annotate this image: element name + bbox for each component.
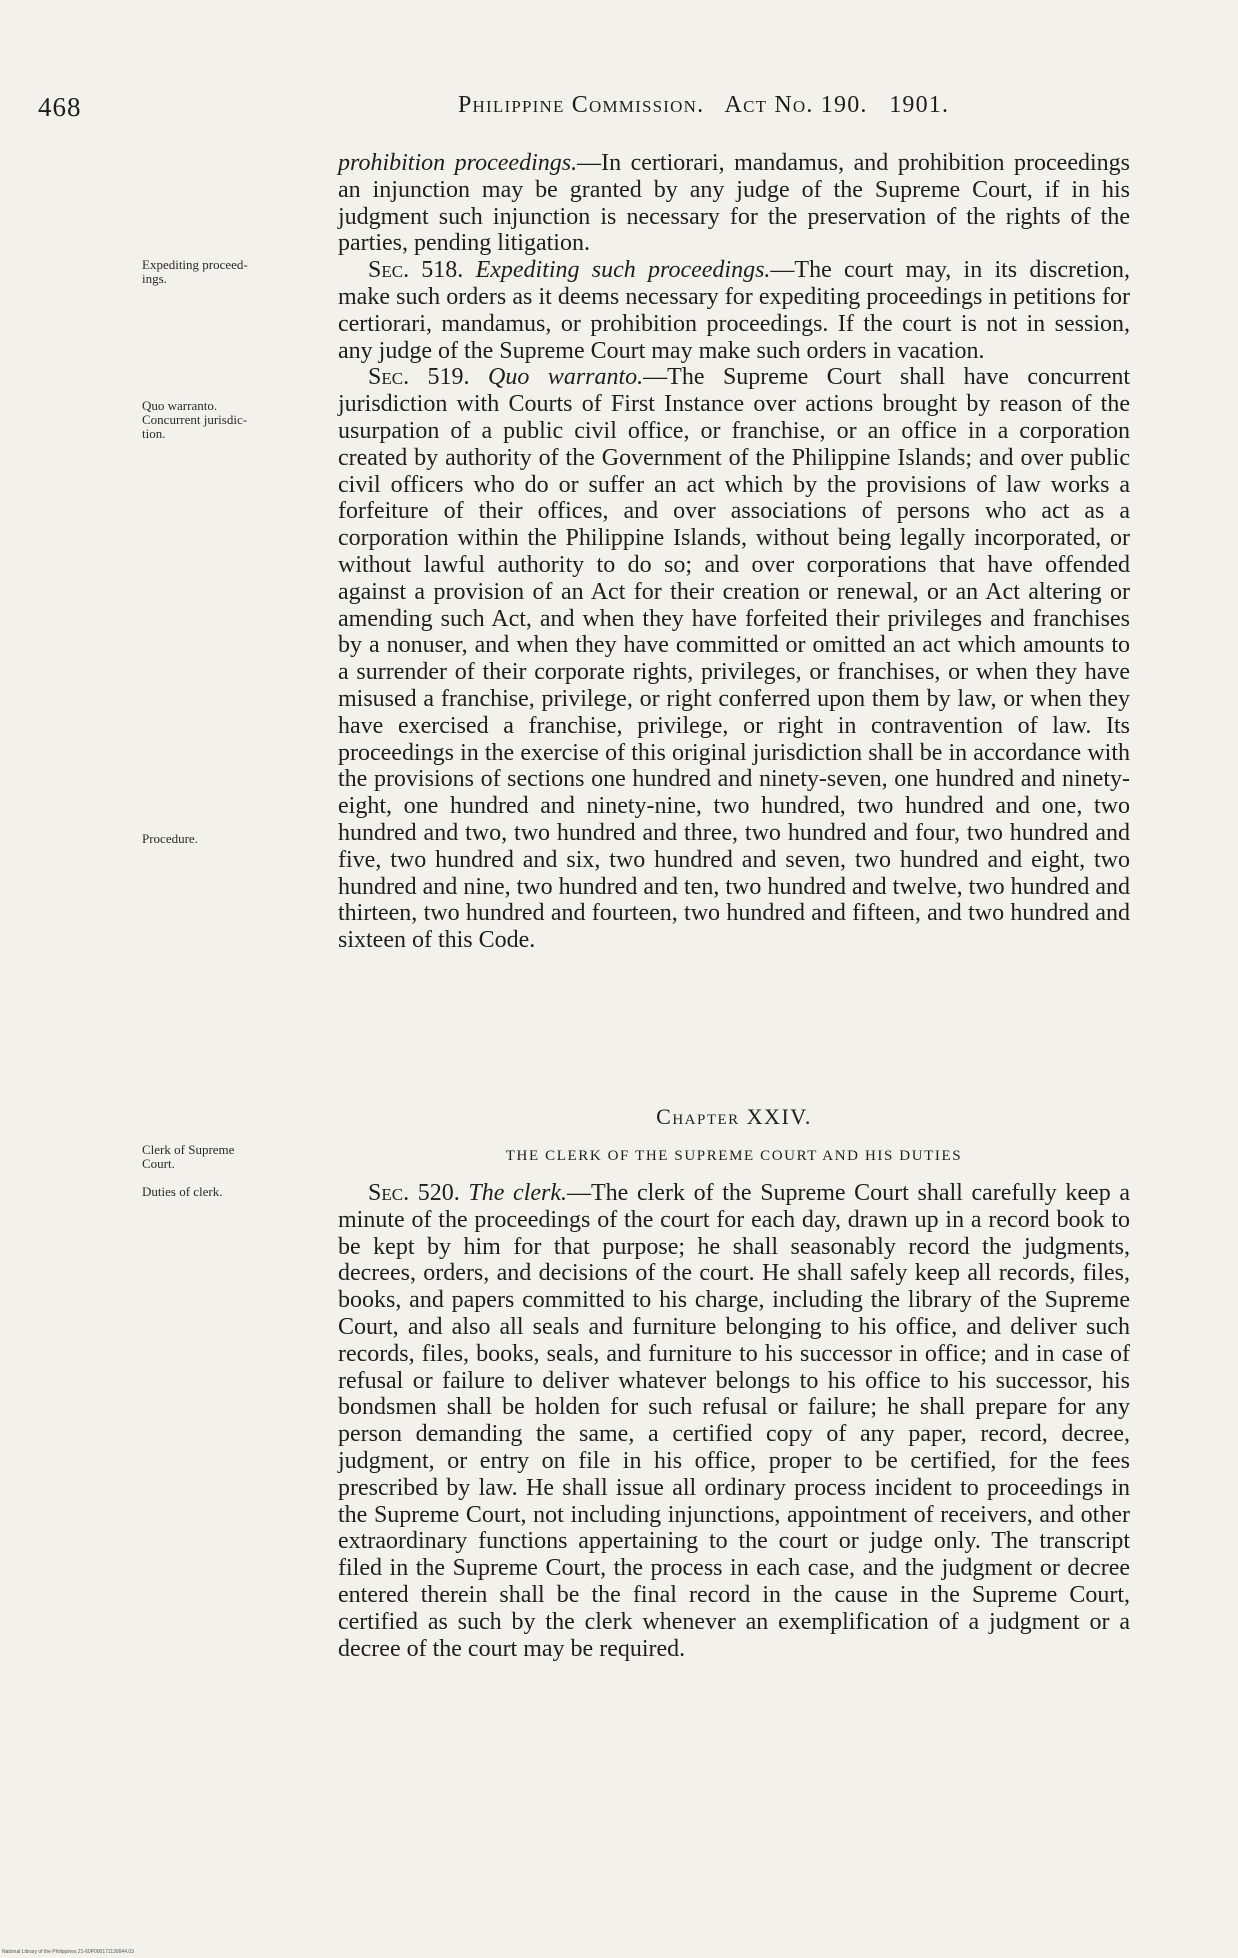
- chapter-title: Chapter XXIV.: [656, 1104, 812, 1129]
- footer-stamp: National Library of the Philippines 21-60P000171130044.03: [2, 1949, 134, 1955]
- margin-note-line: Clerk of Supreme: [142, 1142, 235, 1157]
- margin-note-line: Concurrent jurisdic-: [142, 412, 248, 427]
- margin-note-line: Expediting proceed-: [142, 257, 248, 272]
- section-heading: Expediting such proceedings.: [475, 257, 771, 284]
- section-label: Sec. 520.: [368, 1180, 460, 1206]
- margin-note-duties: [142, 1185, 342, 1199]
- section-520: [338, 1180, 1130, 1662]
- section-518: [338, 257, 1130, 364]
- page-number: 468: [38, 92, 82, 122]
- body-text-upper: [338, 150, 1130, 954]
- margin-note-expediting: [142, 258, 342, 286]
- paragraph-prohibition: [338, 150, 1130, 257]
- margin-note-line: Quo warranto.: [142, 398, 218, 413]
- margin-note-line: Procedure.: [142, 831, 198, 846]
- chapter-subtitle: THE CLERK OF THE SUPREME COURT AND HIS DUTIES: [505, 1148, 963, 1164]
- margin-note-line: ings.: [142, 271, 167, 286]
- margin-note-clerk: [142, 1143, 342, 1171]
- section-text: —The Supreme Court shall have concurrent jurisdiction with Courts of First Instance over actions brought by reason of the usurpation of a public civil office, or franchise, or an office in a corporation created by authority of the Government of the Philippine Islands; and over public civil officers who do or suffer an act which by the provisions of law works a forfeiture of their offices, and over associations of persons who act as a corporation within the Philippine Islands, without being legally incorporated, or without lawful authority to do so; and over corporations that have offended against a provision of an Act for their creation or renewal, or an Act altering or amending such Act, and when they have forfeited their privileges and franchises by a nonuser, and when they have committed or omitted an act which amounts to a surrender of their corporate rights, privileges, or franchises, or when they have misused a franchise, privilege, or right conferred upon them by law, or when they have exercised a franchise, privilege, or right in contravention of law. Its proceedings in the exercise of this original jurisdiction shall be in accordance with the provisions of sections one hundred and ninety-seven, one hundred and ninety-eight, one hundred and ninety-nine, two hundred, two hundred and one, two hundred and two, two hundred and three, two hundred and four, two hundred and five, two hundred and six, two hundred and seven, two hundred and eight, two hundred and nine, two hundred and ten, two hundred and twelve, two hundred and thirteen, two hundred and fourteen, two hundred and fifteen, and two hundred and sixteen of this Code.: [338, 364, 1131, 954]
- paragraph-text: —In certiorari, mandamus, and prohibition proceedings an injunction may be granted by any judge of the Supreme Court, if in his judgment such injunction is necessary for the preservation of the rights of the parties, pending litigation.: [338, 150, 1130, 257]
- paragraph-heading: prohibition proceedings.: [338, 150, 578, 176]
- running-head: Philippine Commission. Act No. 190. 1901.: [458, 92, 950, 118]
- margin-note-line: Duties of clerk.: [142, 1184, 223, 1199]
- section-heading: The clerk.: [468, 1180, 568, 1206]
- section-heading: Quo warranto.: [488, 364, 644, 391]
- margin-note-procedure: [142, 832, 342, 846]
- margin-note-line: Court.: [142, 1156, 175, 1171]
- section-label: Sec. 519.: [368, 364, 470, 391]
- section-519: [338, 364, 1130, 954]
- section-text: —The clerk of the Supreme Court shall carefully keep a minute of the proceedings of the court for each day, drawn up in a record book to be kept by him for that purpose; he shall seasonably record the judgments, decrees, orders, and decisions of the court. He shall safely keep all records, files, books, and papers committed to his charge, including the library of the Supreme Court, and also all seals and furniture belonging to his office, and deliver such records, files, books, seals, and furniture to his successor in office; and in case of refusal or failure to deliver whatever belongs to his office to his successor, his bondsmen shall be holden for such refusal or failure; he shall prepare for any person demanding the same, a certified copy of any paper, record, decree, judgment, or entry on file in his office, proper to be certified, for the fees prescribed by law. He shall issue all ordinary process incident to proceedings in the Supreme Court, not including injunctions, appointment of receivers, and other extraordinary functions appertaining to the court or judge only. The transcript filed in the Supreme Court, the process in each case, and the judgment or decree entered therein shall be the final record in the cause in the Supreme Court, certified as such by the clerk whenever an exemplification of a judgment or a decree of the court may be required.: [338, 1180, 1131, 1662]
- body-text-lower: [338, 1180, 1130, 1662]
- margin-note-quo-warranto: [142, 399, 342, 441]
- margin-note-line: tion.: [142, 426, 166, 441]
- section-label: Sec. 518.: [368, 257, 464, 284]
- section-text: —The court may, in its discretion, make such orders as it deems necessary for expediting proceedings in petitions for certiorari, mandamus, or prohibition proceedings. If the court is not in session, any judge of the Supreme Court may make such orders in vacation.: [338, 257, 1130, 364]
